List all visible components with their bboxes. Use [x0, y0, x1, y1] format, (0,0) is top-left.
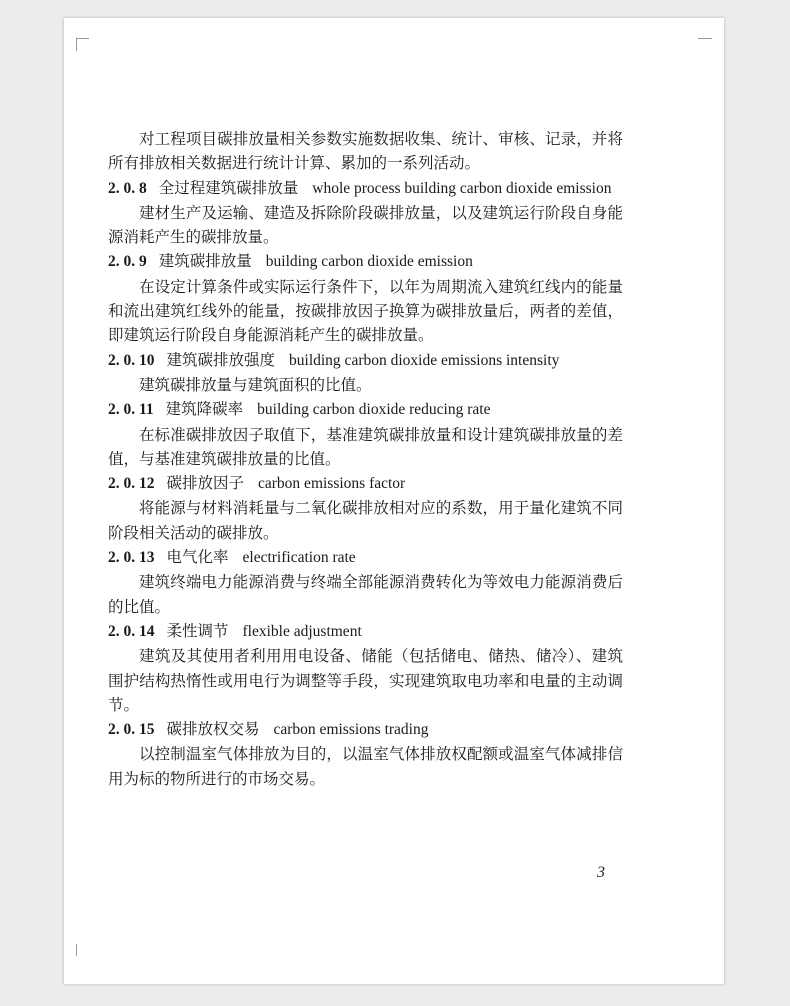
- term-number: 2. 0. 8: [108, 179, 147, 197]
- entry-2-0-11: [108, 397, 623, 471]
- entry-2-0-10: [108, 348, 623, 398]
- crop-mark-top-right: [698, 38, 712, 51]
- term-definition: 以控制温室气体排放为目的，以温室气体排放权配额或温室气体减排信用为标的物所进行的市场交易。: [108, 745, 623, 788]
- term-definition: 建筑及其使用者利用用电设备、储能（包括储电、储热、储冷）、建筑围护结构热惰性或用电行为调整等手段，实现建筑取电功率和电量的主动调节。: [108, 647, 623, 714]
- term-english: electrification rate: [242, 549, 356, 567]
- term-heading: [108, 249, 623, 274]
- term-definition: 在标准碳排放因子取值下，基准建筑碳排放量和设计建筑碳排放量的差值，与基准建筑碳排放量的比值。: [108, 425, 623, 468]
- term-heading: [108, 397, 623, 422]
- entry-2-0-9: [108, 249, 623, 347]
- term-heading: [108, 471, 623, 496]
- term-number: 2. 0. 11: [108, 401, 154, 419]
- term-heading: [108, 545, 623, 570]
- intro-paragraph: 对工程项目碳排放量相关参数实施数据收集、统计、审核、记录，并将所有排放相关数据进行统计计算、累加的一系列活动。: [108, 130, 623, 173]
- term-chinese: 电气化率: [166, 548, 229, 567]
- entry-2-0-12: [108, 471, 623, 545]
- term-definition: 将能源与材料消耗量与二氧化碳排放相对应的系数，用于量化建筑不同阶段相关活动的碳排放。: [108, 499, 623, 542]
- term-definition: 建筑终端电力能源消费与终端全部能源消费转化为等效电力能源消费后的比值。: [108, 573, 623, 616]
- term-heading: [108, 717, 623, 742]
- term-chinese: 碳排放因子: [166, 474, 245, 493]
- term-number: 2. 0. 13: [108, 549, 155, 567]
- term-definition: 在设定计算条件或实际运行条件下，以年为周期流入建筑红线内的能量和流出建筑红线外的能量，按碳排放因子换算为碳排放量后，两者的差值，即建筑运行阶段自身能源消耗产生的碳排放量。: [108, 277, 623, 345]
- entry-2-0-14: [108, 619, 623, 717]
- entry-2-0-13: [108, 545, 623, 619]
- term-definition: 建筑碳排放量与建筑面积的比值。: [139, 375, 372, 394]
- term-english: carbon emissions factor: [258, 475, 406, 493]
- term-chinese: 建筑降碳率: [165, 400, 244, 419]
- entry-2-0-15: [108, 717, 623, 791]
- term-english: carbon emissions trading: [273, 721, 429, 739]
- crop-mark-top-left: [76, 38, 89, 51]
- term-number: 2. 0. 12: [108, 475, 155, 493]
- term-chinese: 柔性调节: [166, 621, 229, 640]
- term-definition: 建材生产及运输、建造及拆除阶段碳排放量，以及建筑运行阶段自身能源消耗产生的碳排放量。: [108, 203, 623, 247]
- term-heading: [108, 176, 623, 201]
- term-number: 2. 0. 15: [108, 721, 155, 739]
- term-english: building carbon dioxide reducing rate: [257, 401, 491, 419]
- page-number: 3: [597, 864, 605, 881]
- term-english: whole process building carbon dioxide emission: [312, 179, 612, 197]
- entry-2-0-8: [108, 176, 623, 250]
- term-number: 2. 0. 9: [108, 253, 147, 271]
- term-english: flexible adjustment: [242, 622, 362, 640]
- term-chinese: 全过程建筑碳排放量: [158, 178, 299, 197]
- term-english: building carbon dioxide emissions intensity: [289, 351, 560, 369]
- document-body: [108, 127, 623, 791]
- term-chinese: 碳排放权交易: [166, 720, 260, 739]
- crop-mark-bottom-left: [76, 944, 89, 956]
- term-heading: [108, 348, 623, 373]
- term-heading: [108, 619, 623, 644]
- term-english: building carbon dioxide emission: [265, 253, 473, 271]
- term-chinese: 建筑碳排放量: [158, 252, 252, 271]
- term-chinese: 建筑碳排放强度: [166, 350, 276, 369]
- term-number: 2. 0. 14: [108, 622, 155, 640]
- term-number: 2. 0. 10: [108, 351, 155, 369]
